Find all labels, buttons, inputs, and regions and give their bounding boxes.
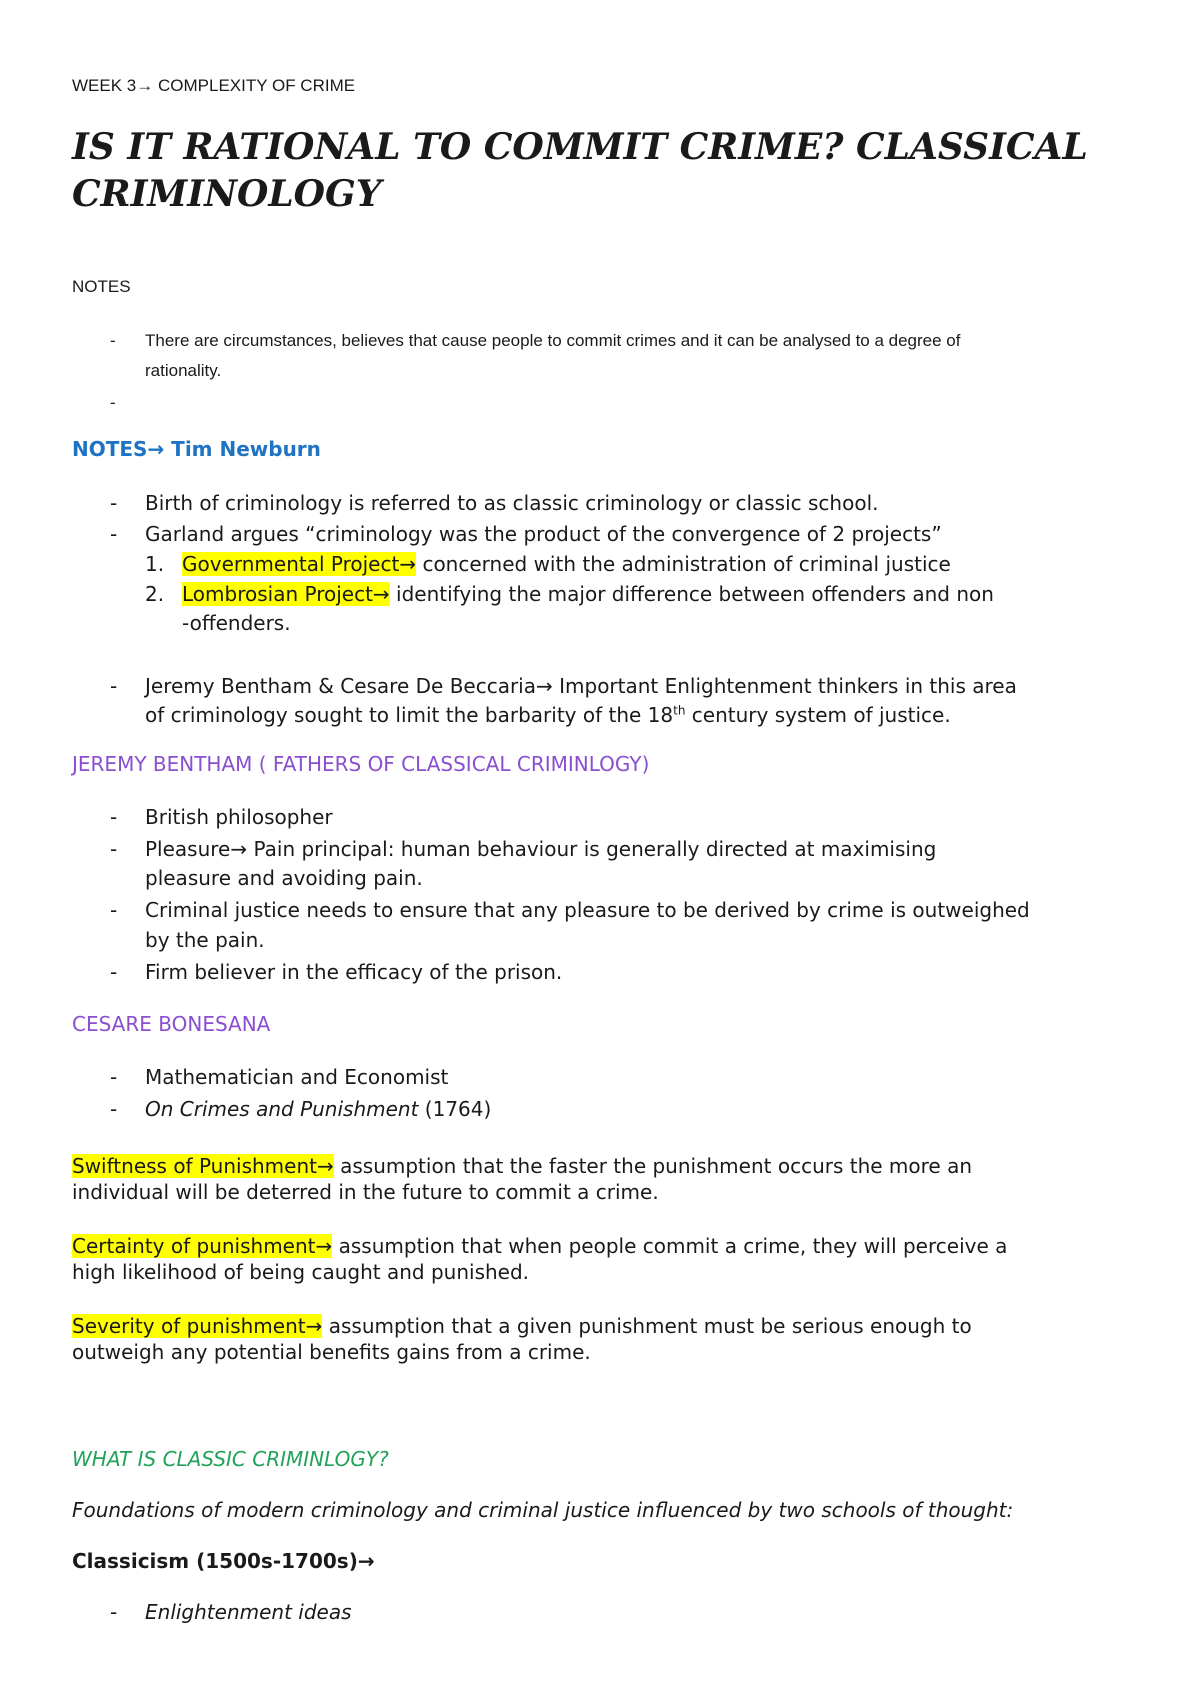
superscript: th: [673, 703, 686, 718]
principle-swiftness-continued: individual will be deterred in the future to commit a crime.: [72, 1180, 659, 1204]
principle-certainty-continued: high likelihood of being caught and punished.: [72, 1260, 530, 1284]
classicism-subheading: Classicism (1500s-1700s)→: [72, 1549, 375, 1573]
page-title-line2: CRIMINOLOGY: [72, 173, 382, 215]
classic-heading: WHAT IS CLASSIC CRIMINLOGY?: [72, 1447, 389, 1471]
page-title: [72, 124, 1088, 218]
classic-intro: Foundations of modern criminology and criminal justice influenced by two schools of thought:: [72, 1498, 1014, 1522]
principle-severity: Severity of punishment→ assumption that a given punishment must be serious enough to: [72, 1314, 972, 1338]
book-title: On Crimes and Punishment: [145, 1097, 419, 1121]
highlight-term: Lombrosian Project→: [182, 582, 390, 606]
numbered-item: Governmental Project→ concerned with the administration of criminal justice: [182, 552, 951, 576]
newburn-heading: NOTES→ Tim Newburn: [72, 437, 321, 461]
list-item: Enlightenment ideas: [145, 1600, 352, 1624]
list-item-continued: rationality.: [145, 361, 222, 380]
list-item: Jeremy Bentham & Cesare De Beccaria→ Important Enlightenment thinkers in this area: [145, 674, 1017, 698]
highlight-term: Swiftness of Punishment→: [72, 1154, 334, 1178]
list-item: There are circumstances, believes that cause people to commit crimes and it can be analysed to a degree of: [145, 331, 961, 350]
list-item: Criminal justice needs to ensure that any pleasure to be derived by crime is outweighed: [145, 898, 1030, 922]
week-label: WEEK 3: [72, 76, 137, 95]
bullet-dash: -: [110, 1065, 118, 1089]
bullet-dash: -: [110, 491, 118, 515]
list-item: Firm believer in the efficacy of the prison.: [145, 960, 563, 984]
principle-swiftness: Swiftness of Punishment→ assumption that the faster the punishment occurs the more an: [72, 1154, 973, 1178]
list-item: Garland argues “criminology was the product of the convergence of 2 projects”: [145, 522, 942, 546]
bullet-dash: -: [110, 674, 118, 698]
bullet-dash: -: [110, 1600, 118, 1624]
list-item: British philosopher: [145, 805, 333, 829]
bullet-dash: -: [110, 1097, 118, 1121]
bullet-dash: -: [110, 837, 118, 861]
list-item: On Crimes and Punishment (1764): [145, 1097, 492, 1121]
highlight-term: Severity of punishment→: [72, 1314, 323, 1338]
numbered-item-continued: -offenders.: [182, 611, 291, 635]
empty-bullet-dash: -: [110, 393, 116, 412]
list-item: Mathematician and Economist: [145, 1065, 449, 1089]
principle-certainty: Certainty of punishment→ assumption that when people commit a crime, they will perceive a: [72, 1234, 1008, 1258]
week-header: [72, 76, 355, 96]
highlight-term: Governmental Project→: [182, 552, 417, 576]
bullet-dash: -: [110, 522, 118, 546]
bullet-dash: -: [110, 898, 118, 922]
bullet-dash: -: [110, 805, 118, 829]
numbered-item: Lombrosian Project→ identifying the major difference between offenders and non: [182, 582, 994, 606]
arrow-icon: →: [136, 76, 154, 95]
principle-severity-continued: outweigh any potential benefits gains from a crime.: [72, 1340, 591, 1364]
page-title-line1: IS IT RATIONAL TO COMMIT CRIME? CLASSICAL: [72, 126, 1088, 168]
notes-heading: NOTES: [72, 277, 131, 296]
highlight-term: Certainty of punishment→: [72, 1234, 333, 1258]
bullet-dash: -: [110, 960, 118, 984]
bullet-dash: -: [110, 331, 116, 350]
topic-label: COMPLEXITY OF CRIME: [157, 76, 356, 95]
list-item: Birth of criminology is referred to as classic criminology or classic school.: [145, 491, 879, 515]
list-item: Pleasure→ Pain principal: human behaviour is generally directed at maximising: [145, 837, 937, 861]
numbered-marker: 1.: [145, 552, 165, 576]
list-item-continued: by the pain.: [145, 928, 265, 952]
list-item-continued: of criminology sought to limit the barbarity of the 18th century system of justice.: [145, 703, 951, 727]
bentham-heading: JEREMY BENTHAM ( FATHERS OF CLASSICAL CRIMINLOGY): [72, 752, 650, 776]
numbered-marker: 2.: [145, 582, 165, 606]
bonesana-heading: CESARE BONESANA: [72, 1012, 271, 1036]
list-item-continued: pleasure and avoiding pain.: [145, 866, 423, 890]
